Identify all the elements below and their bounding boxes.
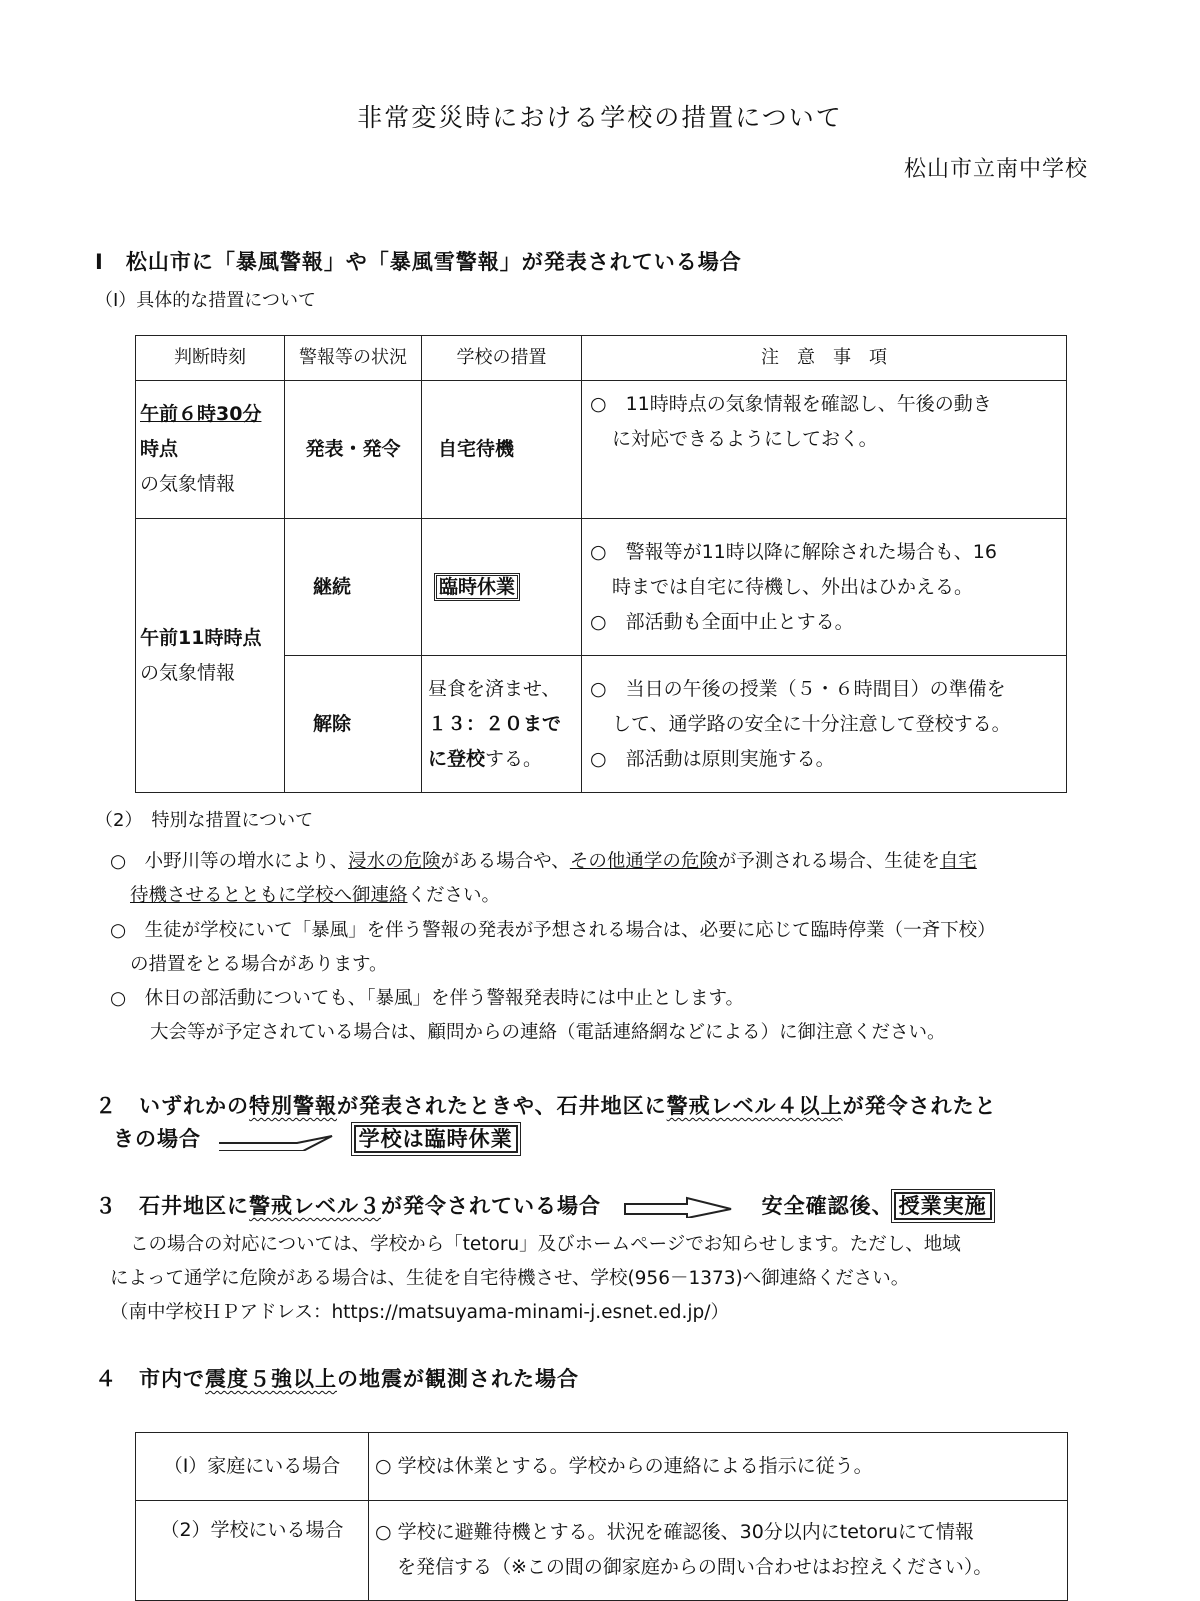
time-cell <box>136 519 285 793</box>
note-line: ○ 部活動は原則実施する。 <box>590 747 835 770</box>
section3-line: によって通学に危険がある場合は、生徒を自宅待機させ、学校(956－1373)へ御連絡ください。 <box>110 1268 910 1289</box>
notes-cell <box>582 519 1067 656</box>
note-line: ○ 部活動も全面中止とする。 <box>590 610 854 633</box>
situation-cell: （I）家庭にいる場合 <box>136 1433 369 1501</box>
time-value: 午前11時時点 <box>140 626 262 649</box>
text: の地震が観測された場合 <box>337 1367 579 1391</box>
section1-sub2: （2） 特別な措置について <box>95 810 314 831</box>
text-wavy: 警戒レベル４以上 <box>666 1094 843 1118</box>
arrow-right-icon <box>623 1196 735 1218</box>
special-item-3-cont: 大会等が予定されている場合は、顧問からの連絡（電話連絡網などによる）に御注意ください。 <box>150 1022 946 1043</box>
action-bold: に登校 <box>428 747 486 770</box>
note-line: ○ 当日の午後の授業（５・６時間目）の準備を <box>590 677 1006 700</box>
notes-cell <box>582 656 1067 793</box>
time-suffix: の気象情報 <box>140 473 236 495</box>
note-line: して、通学路の安全に十分注意して登校する。 <box>612 712 1011 735</box>
text: ２ いずれかの <box>95 1094 249 1118</box>
action-rest: する。 <box>485 747 543 770</box>
table-header-row <box>136 336 1067 381</box>
text: 安全確認後、 <box>761 1194 894 1218</box>
text: ４ 市内で <box>95 1367 205 1391</box>
arrow-right-icon <box>217 1129 337 1151</box>
time-suffix: の気象情報 <box>140 661 236 684</box>
text-underlined: 待機させるとともに学校へ御連絡 <box>130 885 408 906</box>
situation-cell: （2）学校にいる場合 <box>136 1501 369 1601</box>
status-cell: 発表・発令 <box>285 381 422 519</box>
action-cell: ○ 学校は休業とする。学校からの連絡による指示に従う。 <box>369 1433 1068 1501</box>
col-header-time: 判断時刻 <box>136 336 285 381</box>
text: きの場合 <box>113 1127 201 1151</box>
section2-result: 学校は臨時休業 <box>354 1125 518 1153</box>
action-cell <box>422 519 582 656</box>
text: ください。 <box>407 885 501 906</box>
section2-heading <box>95 1092 997 1121</box>
col-header-status: 警報等の状況 <box>285 336 422 381</box>
table-row <box>136 381 1067 519</box>
note-line: ○ 11時時点の気象情報を確認し、午後の動き <box>590 393 992 415</box>
text: が発令されたと <box>842 1094 997 1118</box>
action-cell: 自宅待機 <box>422 381 582 519</box>
section3-heading <box>95 1192 992 1221</box>
action-cell <box>422 656 582 793</box>
col-header-notes: 注 意 事 項 <box>582 336 1067 381</box>
text-wavy: 特別警報 <box>249 1094 337 1118</box>
text-wavy: 震度５強以上 <box>205 1367 337 1391</box>
text-underlined: 自宅 <box>939 851 977 872</box>
text: ○ 小野川等の増水により、 <box>110 851 349 872</box>
section3-line: この場合の対応については、学校から「tetoru」及びホームページでお知らせします。ただし、地域 <box>130 1234 961 1255</box>
special-item-2-cont: の措置をとる場合があります。 <box>130 954 388 975</box>
section3-result: 授業実施 <box>894 1192 992 1220</box>
time-value: 午前６時30分 <box>140 403 262 425</box>
special-item-2: ○ 生徒が学校にいて「暴風」を伴う警報の発表が予想される場合は、必要に応じて臨時停業（一斉下校） <box>110 920 996 941</box>
action-boxed: 臨時休業 <box>436 575 518 599</box>
text: がある場合や、 <box>440 851 570 872</box>
col-header-action: 学校の措置 <box>422 336 582 381</box>
table-row <box>136 519 1067 656</box>
text-underlined: その他通学の危険 <box>569 851 718 872</box>
notes-cell <box>582 381 1067 519</box>
action-line: ○ 学校に避難待機とする。状況を確認後、30分以内にtetoruにて情報 <box>375 1521 974 1543</box>
time-cell <box>136 381 285 519</box>
note-line: 時までは自宅に待機し、外出はひかえる。 <box>612 575 974 598</box>
text: が発表されたときや、石井地区に <box>337 1094 667 1118</box>
action-line: 昼食を済ませ、 <box>428 677 561 700</box>
school-name: 松山市立南中学校 <box>903 157 1088 182</box>
status-cell: 継続 <box>285 519 422 656</box>
action-line: を発信する（※この間の御家庭からの問い合わせはお控えください）。 <box>397 1556 993 1578</box>
measures-table <box>135 335 1067 793</box>
page-title: 非常変災時における学校の措置について <box>357 103 843 132</box>
text-wavy: 警戒レベル３ <box>249 1194 381 1218</box>
action-line <box>428 742 581 777</box>
section2-heading-cont <box>113 1125 518 1154</box>
section1-sub1: （I）具体的な措置について <box>95 290 316 311</box>
text-underlined: 浸水の危険 <box>348 851 441 872</box>
time-value: 時点 <box>140 438 179 460</box>
section1-heading: I 松山市に「暴風警報」や「暴風雪警報」が発表されている場合 <box>95 250 742 274</box>
special-item-1-cont <box>130 879 500 913</box>
note-line: ○ 警報等が11時以降に解除された場合も、16 <box>590 540 997 563</box>
status-cell: 解除 <box>285 656 422 793</box>
special-item-3: ○ 休日の部活動についても、「暴風」を伴う警報発表時には中止とします。 <box>110 988 745 1009</box>
earthquake-table <box>135 1432 1068 1601</box>
text: が発令されている場合 <box>381 1194 601 1218</box>
note-line: に対応できるようにしておく。 <box>612 428 878 450</box>
special-item-1 <box>110 845 977 879</box>
table-row <box>136 1433 1068 1501</box>
text: が予測される場合、生徒を <box>717 851 940 872</box>
action-line: １３：２０まで <box>428 712 562 735</box>
section4-heading <box>95 1365 579 1394</box>
table-row <box>136 1501 1068 1601</box>
text: ３ 石井地区に <box>95 1194 249 1218</box>
action-cell <box>369 1501 1068 1601</box>
section3-url-line: （南中学校ＨＰアドレス：https://matsuyama-minami-j.esnet.ed.jp/） <box>110 1302 730 1323</box>
